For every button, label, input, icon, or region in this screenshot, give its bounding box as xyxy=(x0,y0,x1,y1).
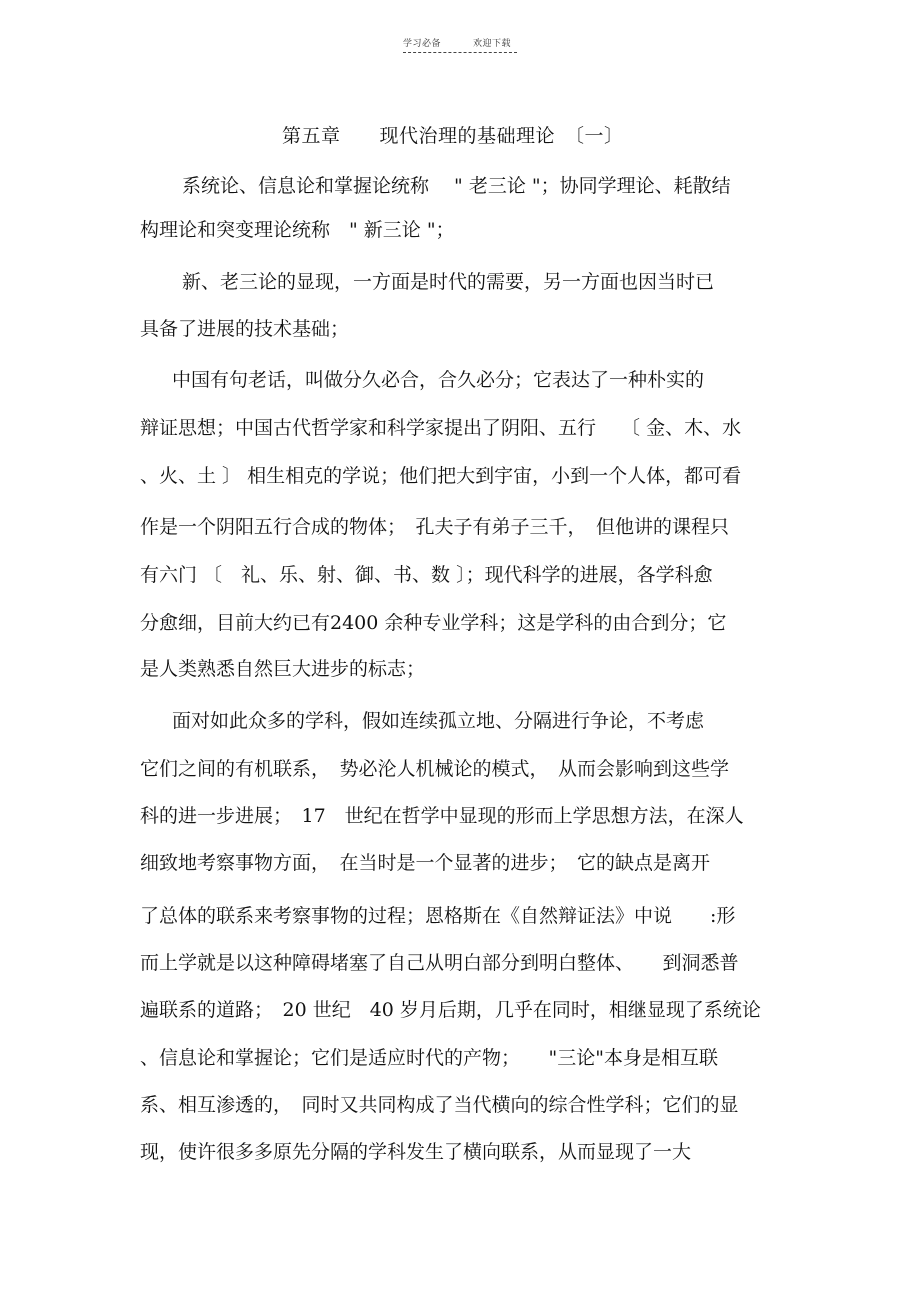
body-line: 新、老三论的显现，一方面是时代的需要，另一方面也因当时已 xyxy=(182,271,715,293)
body-line: 具备了进展的技术基础； xyxy=(140,318,350,340)
body-line: 中国有句老话，叫做分久必合，合久必分；它表达了一种朴实的 xyxy=(172,369,705,391)
body-line: 而上学就是以这种障碍堵塞了自己从明白部分到明白整体、 到洞悉普 xyxy=(140,952,739,974)
body-line: 了总体的联系来考察事物的过程；恩格斯在《自然辩证法》中说 :形 xyxy=(140,905,736,927)
body-line: 现，使许很多多原先分隔的学科发生了横向联系，从而显现了一大 xyxy=(140,1141,692,1163)
body-line: 辩证思想；中国古代哲学家和科学家提出了阴阳、五行 〔 金、木、水 xyxy=(140,417,742,439)
body-line: 面对如此众多的学科，假如连续孤立地、分隔进行争论，不考虑 xyxy=(172,710,705,732)
body-line: 遍联系的道路； 20 世纪 40 岁月后期，几乎在同时，相继显现了系统论 xyxy=(140,999,761,1021)
header-dashed-rule xyxy=(403,52,517,53)
body-line: 它们之间的有机联系， 势必沦人机械论的模式， 从而会影响到这些学 xyxy=(140,758,730,780)
body-line: 是人类熟悉自然巨大进步的标志； xyxy=(140,658,426,680)
body-line: 有六门 〔 礼、乐、射、御、书、数 〕；现代科学的进展，各学科愈 xyxy=(140,564,713,586)
body-line: 、信息论和掌握论；它们是适应时代的产物； "三论"本身是相互联 xyxy=(140,1047,718,1069)
header-left-text: 学习必备 xyxy=(403,39,442,49)
body-line: 、火、土 〕 相生相克的学说；他们把大到宇宙，小到一个人体，都可看 xyxy=(140,465,742,487)
body-line: 分愈细，目前大约已有2400 余种专业学科；这是学科的由合到分；它 xyxy=(140,612,727,634)
body-line: 构理论和突变理论统称 " 新三论 "； xyxy=(140,219,455,241)
body-line: 系统论、信息论和掌握论统称 " 老三论 "；协同学理论、耗散结 xyxy=(182,175,731,197)
body-line: 作是一个阴阳五行合成的物体； 孔夫子有弟子三千， 但他讲的课程只 xyxy=(140,516,730,538)
body-line: 细致地考察事物方面， 在当时是一个显著的进步； 它的缺点是离开 xyxy=(140,852,711,874)
chapter-title: 第五章 现代治理的基础理论 〔一〕 xyxy=(282,125,624,147)
body-line: 系、相互渗透的， 同时又共同构成了当代横向的综合性学科；它们的显 xyxy=(140,1094,739,1116)
body-line: 科的进一步进展； 17 世纪在哲学中显现的形而上学思想方法，在深人 xyxy=(140,805,744,827)
header-right-text: 欢迎下载 xyxy=(473,39,512,49)
